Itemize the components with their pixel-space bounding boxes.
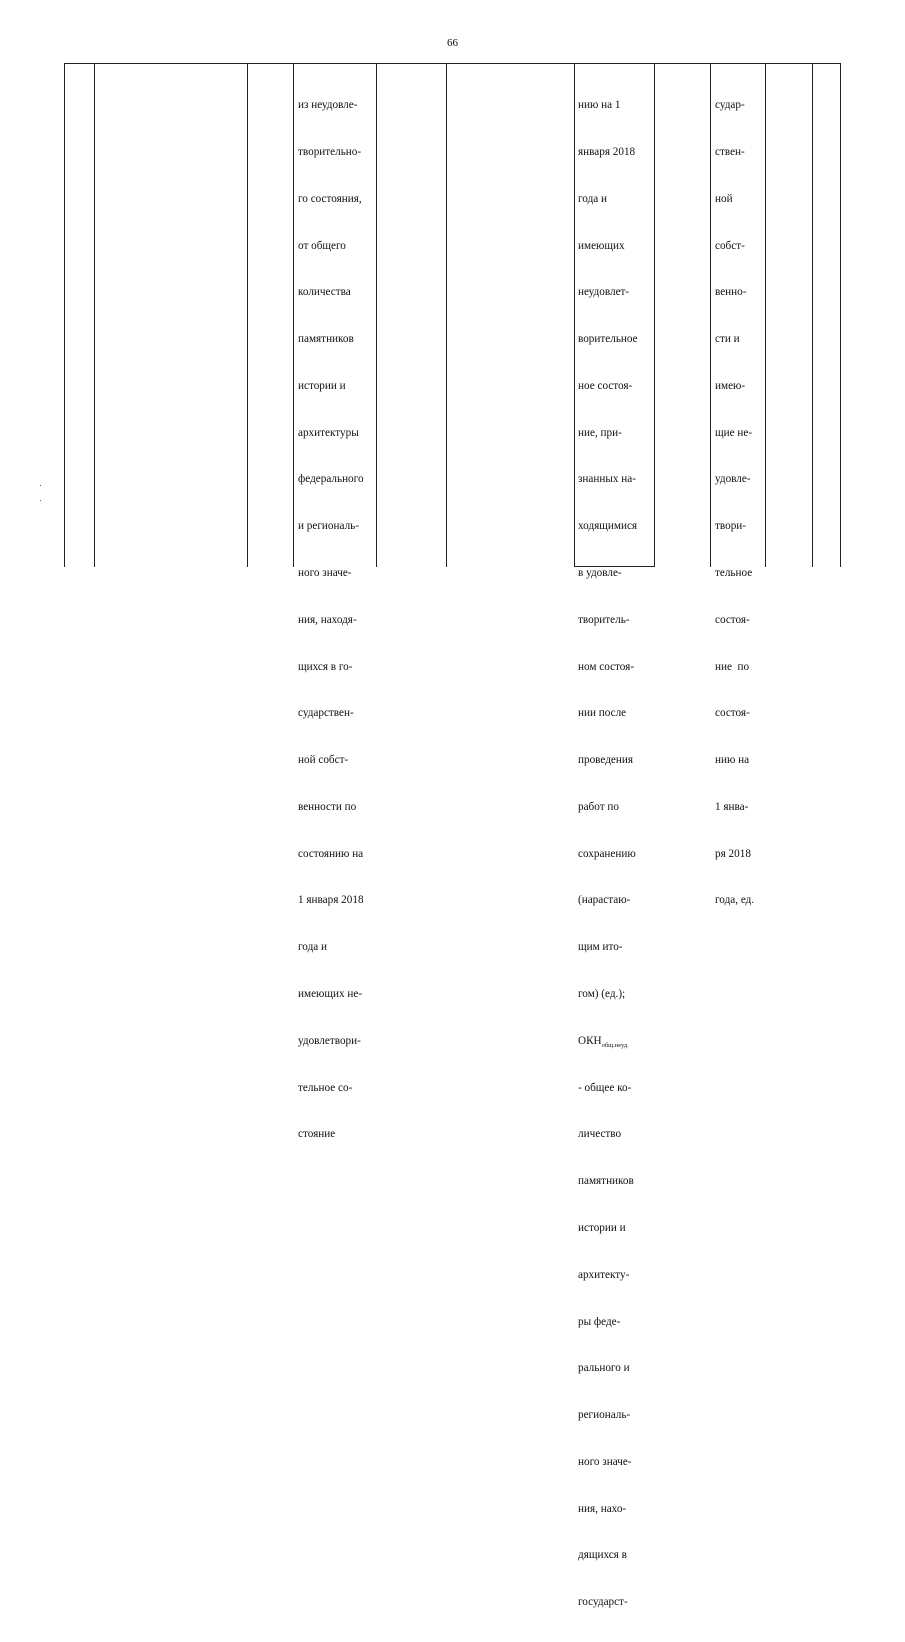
cell-line: и региональ- [298, 520, 359, 533]
cell-col4 [298, 67, 364, 1174]
cell-line: состоя- [715, 613, 750, 626]
cell-line: количества [298, 286, 351, 299]
cell-line: истории и [578, 1221, 626, 1234]
okn-line [578, 1034, 638, 1050]
cell-line: сти и [715, 333, 740, 346]
scan-speck [40, 485, 41, 486]
cell-line: памятников [578, 1175, 634, 1188]
cell-line: ния, находя- [298, 613, 357, 626]
cell-line: ное состоя- [578, 379, 633, 392]
cell-line: го состояния, [298, 192, 362, 205]
cell-line: года и [298, 941, 328, 954]
cell-line: сударствен- [298, 707, 354, 720]
cell-line: истории и [298, 379, 346, 392]
cell-line: нию на [715, 754, 750, 767]
cell-line: ры феде- [578, 1315, 621, 1328]
cell-line: (нарастаю- [578, 894, 631, 907]
cell-line: государст- [578, 1596, 628, 1609]
cell-line: архитекту- [578, 1268, 630, 1281]
column-divider-9 [765, 63, 766, 567]
cell-line: удовлетвори- [298, 1034, 361, 1047]
okn-subscript: общ.неуд. [601, 1042, 629, 1050]
cell-line: твори- [715, 520, 746, 533]
cell-line: венности по [298, 800, 357, 813]
cell-line: памятников [298, 333, 354, 346]
column-divider-2 [247, 63, 248, 567]
cell-line: ворительное [578, 333, 638, 346]
cell-line: стояние [298, 1128, 336, 1141]
cell-line: творитель- [578, 613, 630, 626]
cell-line: веннo- [715, 286, 747, 299]
cell-line: федерального [298, 473, 364, 486]
cell-line: неудовлет- [578, 286, 630, 299]
cell-line: сохранению [578, 847, 636, 860]
scan-speck [40, 500, 41, 501]
cell-line: рального и [578, 1362, 630, 1375]
cell-line: ствен- [715, 145, 745, 158]
cell-line: года и [578, 192, 608, 205]
cell-line: состоянию на [298, 847, 364, 860]
cell-line: из неудовле- [298, 99, 358, 112]
cell-line: собст- [715, 239, 745, 252]
cell-line: 1 января 2018 [298, 894, 364, 907]
cell-line: ние, при- [578, 426, 622, 439]
cell-line: творительно- [298, 145, 362, 158]
cell-line: имею- [715, 379, 746, 392]
cell-line: щим ито- [578, 941, 623, 954]
cell-line: щие не- [715, 426, 753, 439]
cell-line: щихся в го- [298, 660, 353, 673]
cell-col7 [578, 67, 638, 1642]
column-divider-8 [710, 63, 711, 567]
cell-line: ного значе- [298, 567, 352, 579]
cell-line: года, ед. [715, 894, 755, 907]
okn-label: ОКН [578, 1034, 602, 1047]
cell-line: удовле- [715, 473, 751, 486]
cell-line: архитектуры [298, 426, 359, 439]
cell-line: тельное со- [298, 1081, 353, 1094]
cell-line: 1 янва- [715, 800, 749, 813]
cell-line: тельное [715, 567, 753, 579]
cell-line: ной собст- [298, 754, 349, 767]
cell-line: от общего [298, 239, 346, 252]
column-divider-5 [446, 63, 447, 567]
cell-line: гом) (ед.); [578, 988, 626, 1001]
cell-line: января 2018 [578, 145, 636, 158]
column-divider-6 [574, 63, 575, 567]
column-divider-10 [812, 63, 813, 567]
cell-line: ния, нахо- [578, 1502, 627, 1515]
column-divider-1 [94, 63, 95, 567]
cell-line: нии после [578, 707, 627, 720]
cell-line: работ по [578, 800, 619, 813]
table-border-left [64, 63, 65, 567]
cell-line: проведения [578, 754, 633, 767]
cell-line: - общее ко- [578, 1081, 632, 1094]
cell-line: ного значе- [578, 1455, 632, 1468]
cell-line: ном состоя- [578, 660, 635, 673]
cell-line: региональ- [578, 1409, 631, 1422]
cell-line: в удовле- [578, 567, 622, 579]
cell-line: нию на 1 [578, 99, 621, 112]
table-top-border [64, 63, 841, 64]
cell-line: имеющих [578, 239, 625, 252]
cell-col9 [715, 67, 754, 940]
cell-line: ходящимися [578, 520, 638, 533]
cell-line: ной [715, 192, 733, 205]
table-border-right [840, 63, 841, 567]
cell-line: ние по [715, 660, 750, 673]
column-divider-7 [654, 63, 655, 567]
cell-line: имеющих не- [298, 988, 363, 1001]
cell-line: знанных на- [578, 473, 636, 486]
page-number: 66 [447, 37, 458, 49]
column-divider-4 [376, 63, 377, 567]
column-divider-3 [293, 63, 294, 567]
cell-line: состоя- [715, 707, 750, 720]
cell-line: личество [578, 1128, 622, 1141]
cell-line: ря 2018 [715, 847, 751, 860]
cell-line: судар- [715, 99, 745, 112]
cell-line: дящихся в [578, 1549, 627, 1562]
